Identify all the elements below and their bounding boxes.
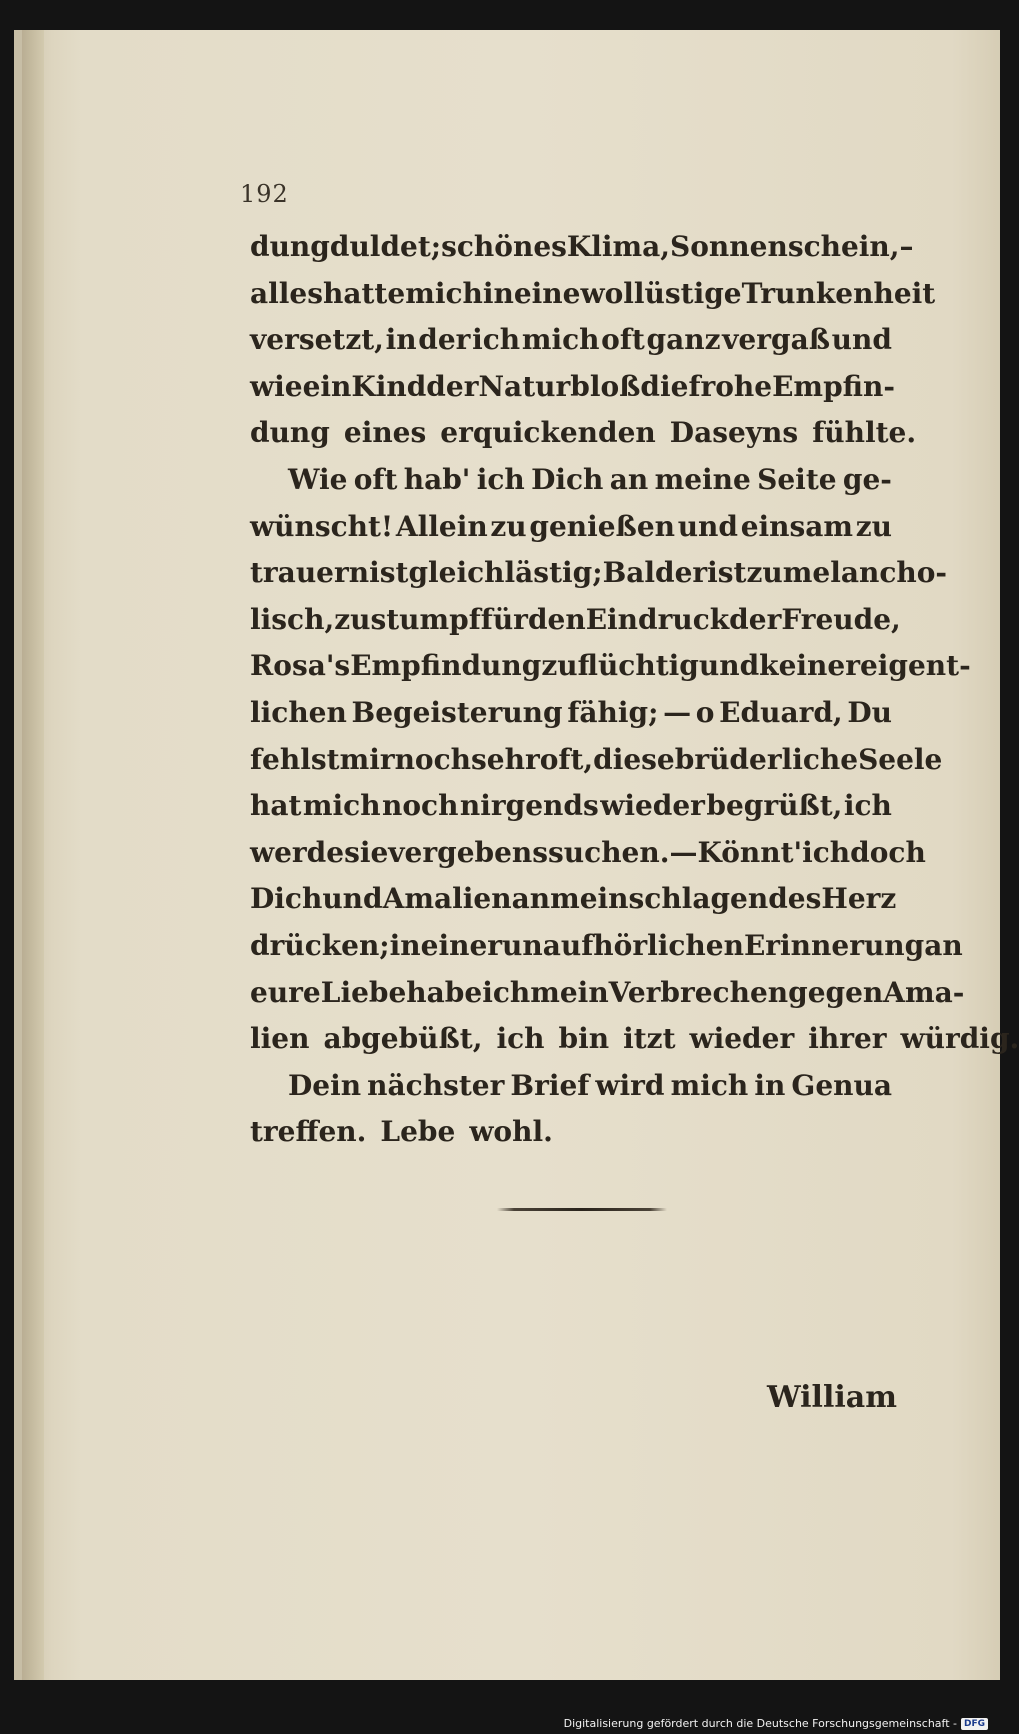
- word: doch: [850, 835, 926, 869]
- text-line: [250, 882, 897, 929]
- body-text: [250, 230, 1019, 1162]
- word: hatte: [323, 276, 406, 310]
- credit-text: Digitalisierung gefördert durch die Deutsche Forschungsgemeinschaft -: [563, 1717, 957, 1730]
- word: ich: [472, 323, 521, 357]
- word: oft: [353, 462, 398, 496]
- word: schlagendes: [628, 882, 822, 916]
- word: und: [677, 509, 738, 543]
- word: eines: [343, 416, 427, 450]
- word: Ama-: [883, 975, 965, 1009]
- word: ich: [802, 835, 851, 869]
- word: oft,: [539, 742, 594, 776]
- text-line: [250, 928, 963, 976]
- text-line: [250, 463, 892, 510]
- word: wünscht!: [250, 509, 394, 543]
- word: in: [754, 1068, 786, 1102]
- word: Genua: [791, 1068, 892, 1102]
- text-line: [250, 276, 936, 324]
- word: wie: [250, 369, 303, 403]
- word: stumpf: [370, 602, 481, 636]
- word: oft: [601, 323, 645, 357]
- word: Balder: [602, 556, 708, 590]
- word: vergaß: [722, 323, 830, 357]
- word: mich: [521, 323, 600, 357]
- word: genießen: [529, 509, 676, 543]
- catchword: William: [767, 1380, 897, 1415]
- text-line: [250, 742, 943, 790]
- text-line: [250, 323, 892, 370]
- word: Könnt': [697, 835, 803, 869]
- word: werde: [250, 835, 345, 869]
- word: suchen.: [548, 835, 670, 869]
- word: sehr: [471, 742, 540, 776]
- word: meine: [654, 462, 751, 496]
- word: mich: [302, 789, 381, 823]
- word: melancho-: [782, 556, 948, 590]
- word: ist: [707, 556, 747, 590]
- word: Empfin-: [772, 369, 895, 403]
- word: Dich: [531, 462, 604, 496]
- word: Sonnenschein,: [670, 230, 900, 263]
- word: einsam: [740, 509, 854, 543]
- word: mich: [405, 276, 483, 310]
- word: frohe: [688, 369, 773, 403]
- word: nächster: [367, 1068, 505, 1102]
- word: eigent-: [859, 649, 971, 683]
- text-line: [250, 416, 917, 463]
- word: alles: [250, 276, 323, 310]
- page-gutter: [22, 30, 44, 1680]
- text-line: [250, 835, 926, 883]
- word: dung: [250, 230, 330, 263]
- word: keiner: [759, 649, 860, 683]
- word: flüchtig: [577, 649, 699, 683]
- word: der: [729, 602, 782, 636]
- word: und: [831, 323, 892, 357]
- word: Dich: [250, 882, 323, 916]
- word: den: [527, 602, 586, 636]
- text-line: [250, 556, 948, 603]
- word: lien: [250, 1022, 310, 1056]
- word: lisch,: [250, 602, 335, 636]
- word: zu: [334, 602, 371, 636]
- text-line: [250, 510, 892, 557]
- word: ich: [482, 975, 531, 1009]
- word: wohl.: [469, 1115, 553, 1149]
- word: treffen.: [250, 1115, 367, 1149]
- word: wieder: [689, 1022, 795, 1056]
- word: zu: [541, 649, 578, 683]
- word: drücken;: [250, 928, 390, 962]
- text-line: [250, 1069, 892, 1116]
- word: ich: [496, 1022, 545, 1056]
- text-line: [250, 789, 892, 836]
- word: Empfindung: [350, 649, 542, 683]
- word: Trunkenheit: [741, 276, 936, 310]
- word: ein: [302, 369, 352, 403]
- word: —: [669, 835, 698, 869]
- digitization-credit: [564, 1717, 988, 1730]
- word: Du: [847, 695, 892, 729]
- word: Seite: [757, 462, 837, 496]
- word: mich: [670, 1068, 749, 1102]
- word: trauern: [250, 556, 370, 590]
- word: unaufhörlichen: [502, 928, 744, 962]
- word: Erinnerung: [743, 928, 925, 962]
- word: Natur: [478, 369, 571, 403]
- word: für: [480, 602, 528, 636]
- word: in: [482, 276, 514, 310]
- word: versetzt,: [250, 323, 384, 357]
- word: gegen: [788, 975, 884, 1009]
- word: Liebe: [320, 975, 407, 1009]
- word: fähig;: [567, 695, 659, 729]
- word: diese: [593, 742, 675, 776]
- word: Seele: [858, 742, 943, 776]
- word: in: [389, 928, 421, 962]
- word: vergebens: [388, 835, 549, 869]
- text-line: [250, 649, 971, 696]
- dfg-logo: DFG: [961, 1718, 988, 1730]
- text-line: [250, 975, 965, 1023]
- word: Eduard,: [719, 695, 843, 729]
- word: ge-: [842, 462, 892, 496]
- word: würdig.: [900, 1022, 1019, 1056]
- word: bin: [558, 1022, 610, 1056]
- word: gleich: [408, 556, 505, 590]
- word: duldet;: [329, 230, 442, 263]
- word: schönes: [441, 230, 567, 263]
- word: mein: [550, 882, 629, 916]
- word: lichen: [250, 695, 347, 729]
- word: –: [899, 230, 914, 263]
- word: eure: [250, 975, 321, 1009]
- word: —: [663, 695, 692, 729]
- word: noch: [394, 742, 472, 776]
- word: und: [698, 649, 760, 683]
- word: hat: [250, 789, 302, 823]
- word: wird: [595, 1068, 665, 1102]
- word: Daseyns: [669, 416, 799, 450]
- word: ganz: [646, 323, 721, 357]
- word: Amalien: [382, 882, 512, 916]
- word: und: [322, 882, 383, 916]
- word: zu: [746, 556, 783, 590]
- word: Lebe: [380, 1115, 456, 1149]
- section-divider: [497, 1208, 667, 1211]
- word: Rosa's: [250, 649, 351, 683]
- word: die: [640, 369, 689, 403]
- word: brüderliche: [674, 742, 859, 776]
- text-line: [250, 1022, 1019, 1069]
- word: Klima,: [566, 230, 671, 263]
- word: Freude,: [781, 602, 901, 636]
- word: begrüßt,: [706, 789, 843, 823]
- word: mir: [339, 742, 395, 776]
- word: Herz: [821, 882, 897, 916]
- word: zu: [855, 509, 892, 543]
- word: ist: [369, 556, 409, 590]
- text-line: [250, 696, 892, 743]
- word: Eindruck: [585, 602, 730, 636]
- word: fühlte.: [812, 416, 917, 450]
- word: nirgends: [459, 789, 599, 823]
- word: an: [924, 928, 963, 962]
- word: an: [609, 462, 649, 496]
- word: Verbrechen: [608, 975, 789, 1009]
- word: Brief: [510, 1068, 590, 1102]
- text-line: [250, 1115, 892, 1162]
- word: ich: [843, 789, 892, 823]
- word: zu: [490, 509, 527, 543]
- word: an: [511, 882, 551, 916]
- scanned-page: [14, 30, 1019, 1680]
- word: wollüstige: [580, 276, 742, 310]
- word: mein: [530, 975, 609, 1009]
- word: sie: [344, 835, 389, 869]
- text-line: [250, 369, 895, 417]
- word: Dein: [288, 1068, 362, 1102]
- word: eine: [513, 276, 581, 310]
- word: erquickenden: [440, 416, 656, 450]
- word: dung: [250, 416, 330, 450]
- word: der: [426, 369, 479, 403]
- word: abgebüßt,: [323, 1022, 483, 1056]
- word: o: [695, 695, 715, 729]
- word: lästig;: [504, 556, 603, 590]
- text-line: [250, 230, 914, 277]
- word: ich: [476, 462, 525, 496]
- word: Allein: [395, 509, 488, 543]
- word: noch: [382, 789, 459, 823]
- word: Begeisterung: [351, 695, 563, 729]
- word: Kind: [351, 369, 427, 403]
- word: habe: [406, 975, 483, 1009]
- word: der: [418, 323, 471, 357]
- text-line: [250, 602, 901, 650]
- word: fehlst: [250, 742, 340, 776]
- word: itzt: [623, 1022, 676, 1056]
- word: ihrer: [808, 1022, 887, 1056]
- word: bloß: [570, 369, 641, 403]
- word: einer: [420, 928, 503, 962]
- word: wieder: [600, 789, 705, 823]
- page-number: 192: [240, 180, 289, 208]
- word: Wie: [288, 462, 348, 496]
- word: in: [385, 323, 417, 357]
- word: hab': [403, 462, 471, 496]
